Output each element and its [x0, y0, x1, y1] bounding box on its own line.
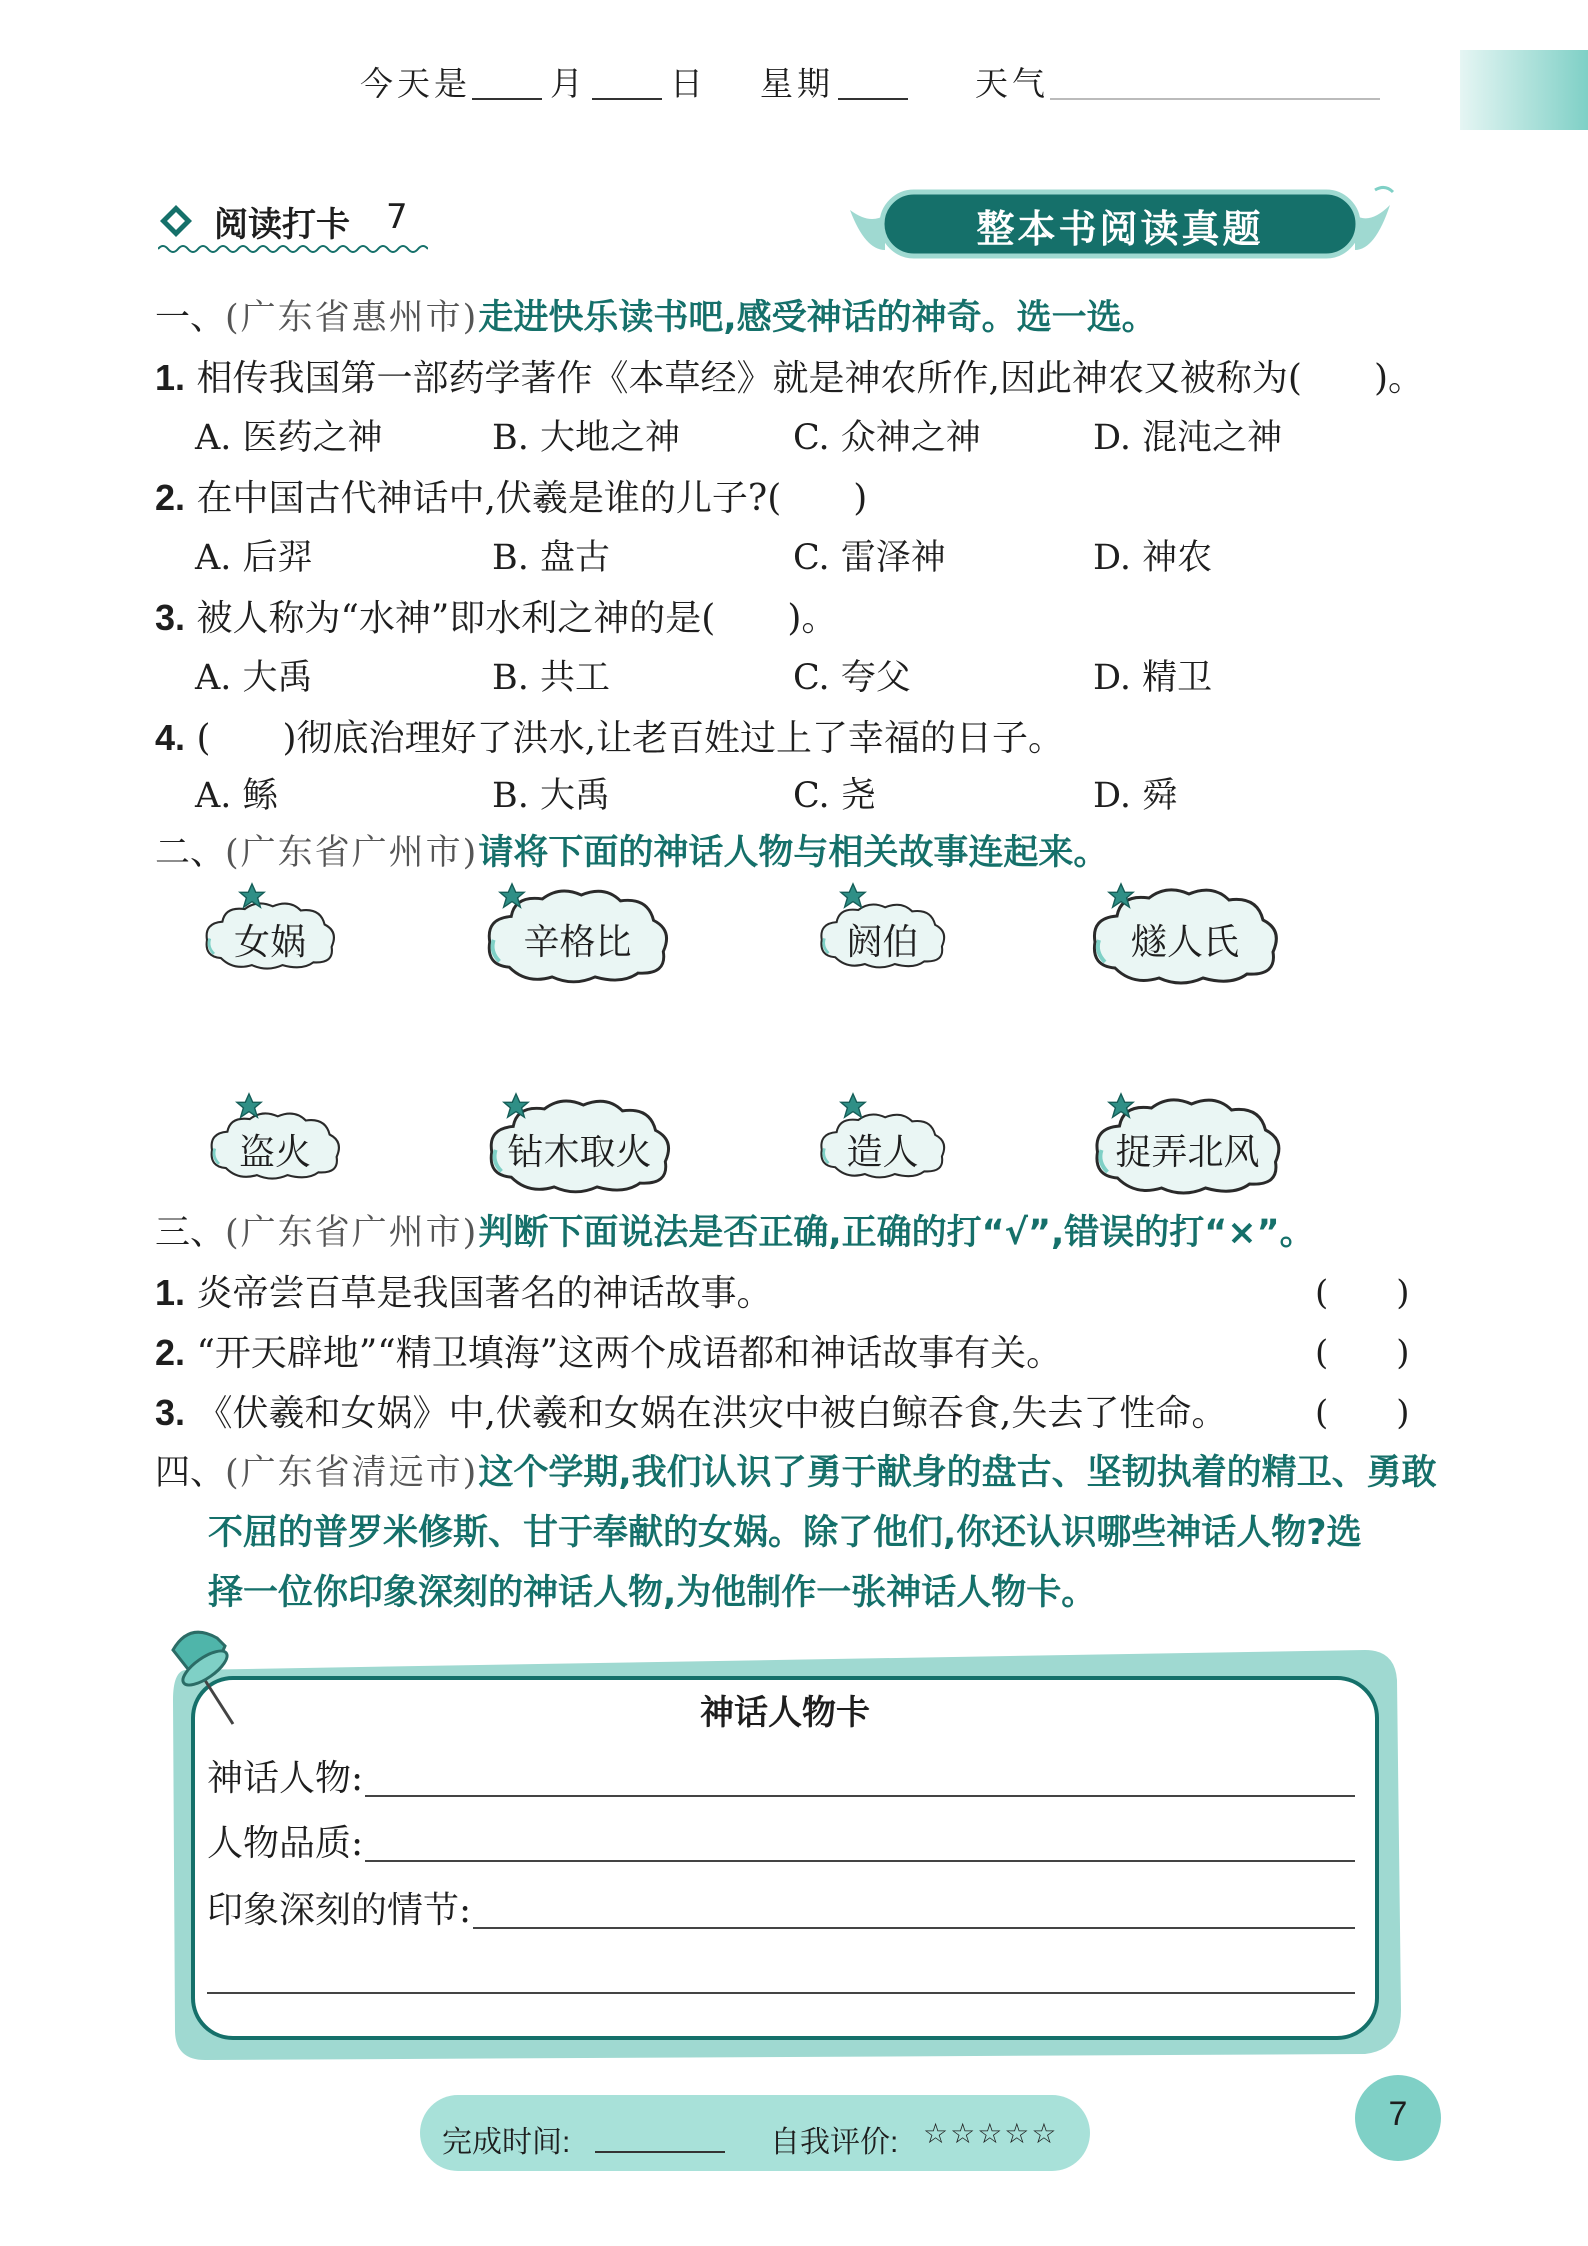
- section4-source: (广东省清远市): [225, 1453, 479, 1493]
- judge-item-2: [155, 1325, 1062, 1376]
- option-a[interactable]: A. 医药之神: [195, 418, 383, 458]
- weekday-blank[interactable]: [838, 98, 908, 100]
- question-number: 2.: [155, 477, 186, 518]
- item-number: 2.: [155, 1332, 186, 1373]
- question-number: 4.: [155, 717, 186, 758]
- item-text: “开天辟地”“精卫填海”这两个成语都和神话故事有关。: [196, 1333, 1063, 1374]
- myth-character-card: [165, 1630, 1405, 2070]
- judge-item-3: [155, 1385, 1227, 1436]
- checkin-label: 阅读打卡: [214, 205, 350, 245]
- option-a[interactable]: A. 大禹: [195, 658, 313, 698]
- field-quality-label: 人物品质:: [207, 1823, 364, 1864]
- footer-bar: [420, 2095, 1090, 2171]
- question-number: 1.: [155, 357, 186, 398]
- star-icon: [235, 1092, 263, 1120]
- section1-heading: [155, 290, 1157, 340]
- story-name: 钻木取火: [507, 1132, 652, 1173]
- story-name: 造人: [846, 1132, 919, 1173]
- option-b[interactable]: B. 盘古: [492, 538, 610, 578]
- section2-source: (广东省广州市): [225, 833, 479, 873]
- field-character-line[interactable]: [365, 1795, 1355, 1797]
- eval-label: 自我评价:: [770, 2126, 899, 2159]
- question-number: 3.: [155, 597, 186, 638]
- option-c[interactable]: C. 夸父: [793, 658, 911, 698]
- option-a[interactable]: A. 鲧: [195, 776, 278, 816]
- time-label: 完成时间:: [442, 2126, 571, 2159]
- month-label: 月: [550, 64, 583, 103]
- today-label: 今天是: [360, 64, 471, 103]
- option-b[interactable]: B. 大地之神: [492, 418, 680, 458]
- day-label: 日: [670, 64, 703, 103]
- section4-line3: 择一位你印象深刻的神话人物,为他制作一张神话人物卡。: [208, 1573, 1097, 1613]
- section3-number: 三、: [155, 1213, 226, 1253]
- day-blank[interactable]: [592, 98, 662, 100]
- character-card[interactable]: [200, 880, 340, 990]
- option-d[interactable]: D. 神农: [1093, 538, 1213, 578]
- character-name: 燧人氏: [1130, 922, 1239, 963]
- story-card[interactable]: [1085, 1090, 1290, 1200]
- field-plot-line-2[interactable]: [207, 1992, 1355, 1994]
- weather-label: 天气: [975, 64, 1049, 103]
- question-text: 相传我国第一部药学著作《本草经》就是神农所作,因此神农又被称为( )。: [196, 358, 1425, 399]
- field-character-label: 神话人物:: [207, 1758, 364, 1799]
- character-name: 女娲: [233, 922, 306, 963]
- star-icon: [498, 882, 526, 910]
- section3-instruction: 判断下面说法是否正确,正确的打“√”,错误的打“×”。: [478, 1213, 1315, 1253]
- story-card[interactable]: [482, 1090, 677, 1200]
- weather-blank[interactable]: [1050, 98, 1380, 100]
- weekday-label: 星期: [760, 64, 834, 103]
- diamond-icon: [158, 203, 194, 239]
- star-icon: [1107, 1092, 1135, 1120]
- question-4: [155, 710, 1064, 761]
- time-blank[interactable]: [595, 2151, 725, 2153]
- section1-instruction: 走进快乐读书吧,感受神话的神奇。选一选。: [478, 298, 1157, 338]
- field-plot-line[interactable]: [473, 1927, 1355, 1929]
- question-text: ( )彻底治理好了洪水,让老百姓过上了幸福的日子。: [196, 718, 1065, 759]
- option-c[interactable]: C. 众神之神: [793, 418, 981, 458]
- story-name: 盗火: [238, 1132, 311, 1173]
- page-number: 7: [1388, 2095, 1408, 2133]
- field-plot-label: 印象深刻的情节:: [207, 1890, 472, 1931]
- character-name: 辛格比: [523, 922, 632, 963]
- judge-item-1: [155, 1265, 773, 1316]
- section2-number: 二、: [155, 833, 226, 873]
- character-card[interactable]: [480, 880, 675, 990]
- answer-paren[interactable]: ( ): [1315, 1393, 1410, 1433]
- option-d[interactable]: D. 舜: [1093, 776, 1178, 816]
- item-number: 3.: [155, 1392, 186, 1433]
- rating-stars[interactable]: ☆☆☆☆☆: [923, 2117, 1059, 2150]
- checkin-number: 7: [386, 197, 408, 237]
- month-blank[interactable]: [472, 98, 542, 100]
- question-2: [155, 470, 867, 521]
- wavy-underline: [158, 243, 428, 255]
- section1-source: (广东省惠州市): [225, 298, 479, 338]
- answer-paren[interactable]: ( ): [1315, 1273, 1410, 1313]
- option-b[interactable]: B. 大禹: [492, 776, 610, 816]
- question-3: [155, 590, 837, 641]
- section2-instruction: 请将下面的神话人物与相关故事连起来。: [478, 833, 1109, 873]
- item-text: 《伏羲和女娲》中,伏羲和女娲在洪灾中被白鲸吞食,失去了性命。: [196, 1393, 1228, 1434]
- corner-tab: [1460, 50, 1588, 130]
- option-b[interactable]: B. 共工: [492, 658, 610, 698]
- item-text: 炎帝尝百草是我国著名的神话故事。: [196, 1273, 773, 1314]
- option-c[interactable]: C. 雷泽神: [793, 538, 946, 578]
- character-card[interactable]: [1085, 880, 1285, 990]
- section3-source: (广东省广州市): [225, 1213, 479, 1253]
- character-name: 阏伯: [846, 922, 919, 963]
- question-1: [155, 350, 1424, 401]
- section4-number: 四、: [155, 1453, 226, 1493]
- section4-line2: 不屈的普罗米修斯、甘于奉献的女娲。除了他们,你还认识哪些神话人物?选: [208, 1513, 1362, 1553]
- answer-paren[interactable]: ( ): [1315, 1333, 1410, 1373]
- section-banner: [840, 180, 1400, 270]
- section4-line1: 这个学期,我们认识了勇于献身的盘古、坚韧执着的精卫、勇敢: [478, 1453, 1437, 1493]
- option-c[interactable]: C. 尧: [793, 776, 876, 816]
- section2-heading: [155, 825, 1108, 875]
- star-icon: [238, 882, 266, 910]
- story-card[interactable]: [205, 1090, 345, 1200]
- section4-heading: [155, 1445, 1437, 1495]
- option-d[interactable]: D. 混沌之神: [1093, 418, 1283, 458]
- section1-number: 一、: [155, 298, 226, 338]
- field-quality-line[interactable]: [365, 1860, 1355, 1862]
- star-icon: [839, 1092, 867, 1120]
- character-card[interactable]: [815, 880, 950, 990]
- option-a[interactable]: A. 后羿: [195, 538, 313, 578]
- checkin-title: [158, 195, 478, 255]
- option-d[interactable]: D. 精卫: [1093, 658, 1213, 698]
- page-number-badge: [1355, 2075, 1441, 2161]
- date-header: [360, 58, 1560, 118]
- question-text: 在中国古代神话中,伏羲是谁的儿子?( ): [196, 478, 868, 519]
- card-title: 神话人物卡: [700, 1693, 870, 1733]
- question-text: 被人称为“水神”即水利之神的是( )。: [196, 598, 838, 639]
- star-icon: [502, 1092, 530, 1120]
- banner-title: 整本书阅读真题: [976, 207, 1264, 251]
- story-name: 捉弄北风: [1115, 1132, 1260, 1173]
- star-icon: [1107, 882, 1135, 910]
- star-icon: [839, 882, 867, 910]
- story-card[interactable]: [815, 1090, 950, 1200]
- section3-heading: [155, 1205, 1315, 1255]
- item-number: 1.: [155, 1272, 186, 1313]
